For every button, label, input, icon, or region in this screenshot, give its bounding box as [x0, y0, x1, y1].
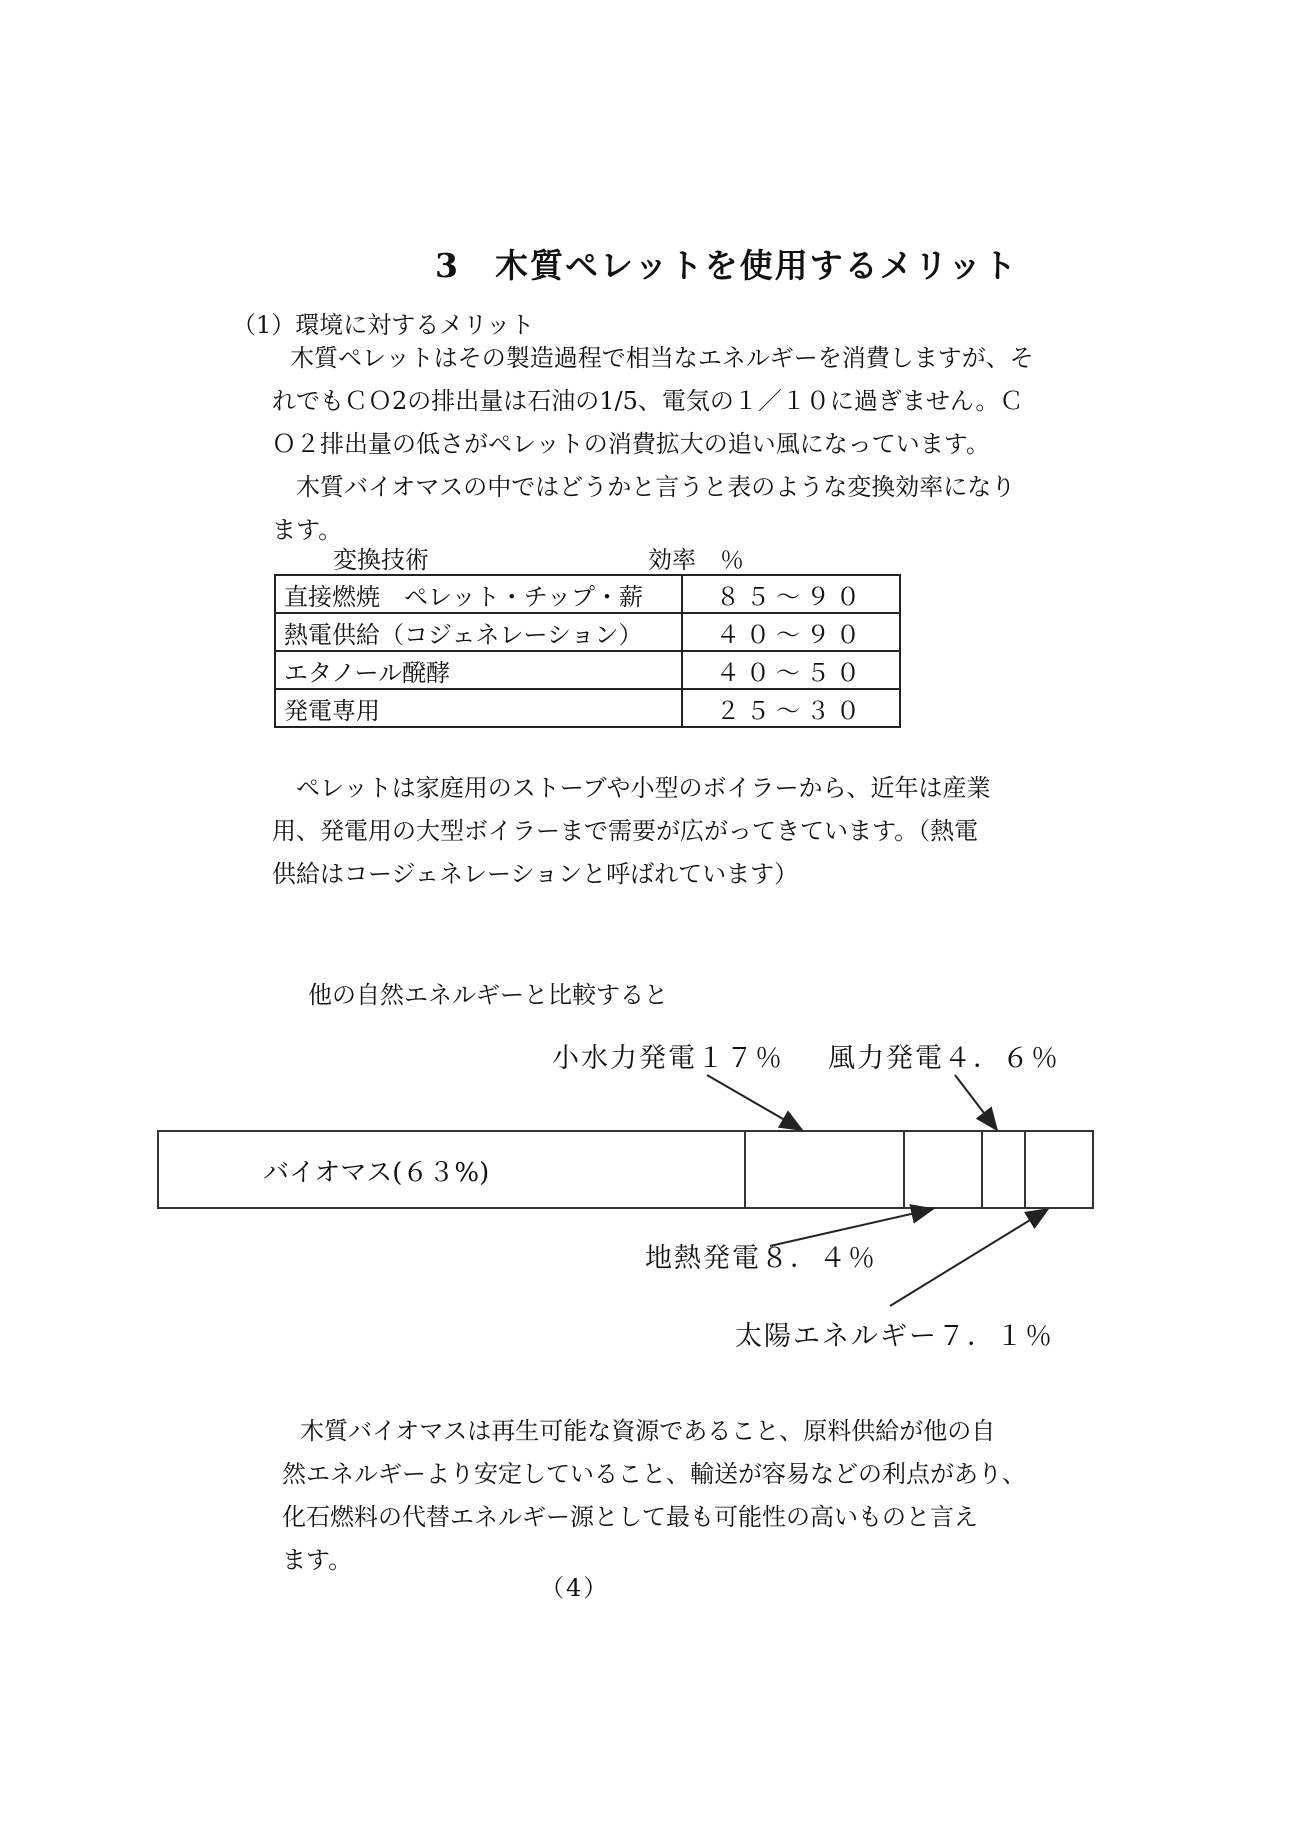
section-subheading: （1）環境に対するメリット [232, 311, 535, 339]
table-cell-tech: 熱電供給（コジェネレーション） [275, 613, 682, 651]
table-cell-efficiency: ４０～５０ [682, 651, 900, 689]
paragraph-line: 供給はコージェネレーションと呼ばれています） [272, 860, 799, 888]
hydro-label: 小水力発電１７％ [552, 1043, 784, 1074]
paragraph-line: ペレットは家庭用のストーブや小型のボイラーから、近年は産業 [272, 774, 991, 802]
page-number: （4） [540, 1574, 610, 1602]
table-cell-efficiency: ２５～３０ [682, 689, 900, 727]
table-cell-tech: エタノール醗酵 [275, 651, 682, 689]
geo-label: 地熱発電８．４％ [645, 1243, 877, 1274]
table-cell-tech: 直接燃焼 ペレット・チップ・薪 [275, 575, 682, 613]
paragraph-line: ます。 [282, 1546, 353, 1574]
paragraph-line: 然エネルギーより安定していること、輸送が容易などの利点があり、 [282, 1460, 1026, 1488]
paragraph-line: Ｏ２排出量の低さがペレットの消費拡大の追い風になっています。 [272, 430, 990, 458]
solar-label: 太陽エネルギー７．１％ [735, 1321, 1054, 1352]
paragraph-line: 木質バイオマスは再生可能な資源であること、原料供給が他の自 [300, 1417, 996, 1445]
wind-arrow [955, 1075, 997, 1130]
table-header-efficiency: 効率 ％ [648, 546, 744, 574]
table-cell-efficiency: ８５～９０ [682, 575, 900, 613]
hydro-arrow [707, 1075, 802, 1130]
wind-label: 風力発電４．６％ [828, 1043, 1060, 1074]
comparison-label: 他の自然エネルギーと比較すると [308, 981, 668, 1009]
paragraph-biomass-advantages [282, 1410, 1026, 1582]
biomass-label: バイオマス(６３%) [263, 1158, 490, 1188]
paragraph-line: ます。 [272, 516, 343, 544]
solar-arrow [890, 1209, 1048, 1306]
page-title: 3 木質ペレットを使用するメリット [435, 246, 1019, 285]
paragraph-line: れでもＣＯ2の排出量は石油の1/5、電気の１／１０に過ぎません。Ｃ [272, 387, 1024, 415]
table-header-tech: 変換技術 [333, 546, 429, 574]
paragraph-line: 木質ペレットはその製造過程で相当なエネルギーを消費しますが、そ [290, 344, 1034, 372]
paragraph-line: 木質バイオマスの中ではどうかと言うと表のような変換効率になり [272, 473, 1016, 501]
table-cell-efficiency: ４０～９０ [682, 613, 900, 651]
paragraph-line: 用、発電用の大型ボイラーまで需要が広がってきています。（熱電 [272, 817, 979, 845]
paragraph-line: 化石燃料の代替エネルギー源として最も可能性の高いものと言え [282, 1503, 978, 1531]
table-cell-tech: 発電専用 [275, 689, 682, 727]
